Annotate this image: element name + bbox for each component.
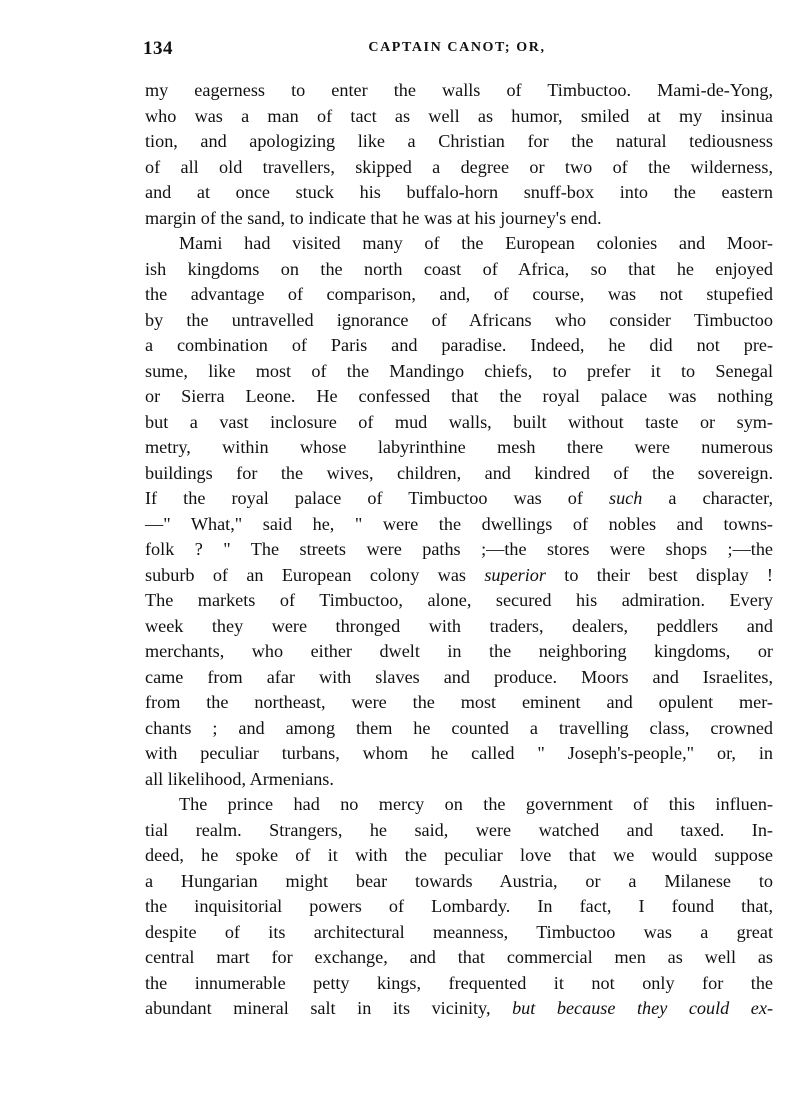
text-segment: central mart for exchange, and that commercial men as well as <box>145 947 773 967</box>
text-segment: and at once stuck his buffalo-horn snuff-box into the eastern <box>145 182 773 202</box>
text-segment: chants ; and among them he counted a travelling class, crowned <box>145 717 773 738</box>
text-segment: all likelihood, Armenians. <box>145 768 334 789</box>
text-segment: to their best display ! <box>545 564 773 585</box>
text-line <box>145 716 773 742</box>
text-segment: but a vast inclosure of mud walls, built without taste or sym- <box>145 411 773 432</box>
text-segment: of all old travellers, skipped a degree or two of the wilderness, <box>145 156 773 177</box>
text-segment: buildings for the wives, children, and kindred of the sovereign. <box>145 462 773 483</box>
text-line <box>145 818 773 844</box>
text-line <box>145 588 773 614</box>
text-segment: metry, within whose labyrinthine mesh there were numerous <box>145 437 773 457</box>
text-line <box>145 486 773 512</box>
text-line <box>145 537 773 563</box>
text-line <box>145 129 773 155</box>
text-line <box>145 461 773 487</box>
text-segment: a Hungarian might bear towards Austria, or a Milanese to <box>145 870 773 891</box>
text-line <box>145 410 773 436</box>
text-segment: The prince had no mercy on the government of this influen- <box>179 794 773 814</box>
text-segment: or Sierra Leone. He confessed that the royal palace was nothing <box>145 386 773 406</box>
text-segment: ish kingdoms on the north coast of Africa, so that he enjoyed <box>145 258 773 279</box>
text-line <box>145 257 773 283</box>
text-line <box>145 792 773 818</box>
italic-text: superior <box>484 564 546 585</box>
running-head: CAPTAIN CANOT; OR, <box>368 40 546 55</box>
text-segment: —" What," said he, " were the dwellings of nobles and towns- <box>145 513 773 534</box>
text-segment: the advantage of comparison, and, of course, was not stupefied <box>145 284 773 304</box>
text-segment: my eagerness to enter the walls of Timbuctoo. Mami-de-Yong, <box>145 80 773 100</box>
text-line <box>145 639 773 665</box>
text-segment: If the royal palace of Timbuctoo was of <box>145 488 610 508</box>
text-line <box>145 767 773 793</box>
text-line <box>145 563 773 589</box>
text-segment: a character, <box>642 488 773 508</box>
text-line <box>145 665 773 691</box>
text-segment: the inquisitorial powers of Lombardy. In fact, I found that, <box>145 896 773 916</box>
text-segment: from the northeast, were the most eminent and opulent mer- <box>145 692 773 712</box>
text-line <box>145 359 773 385</box>
text-segment: came from afar with slaves and produce. Moors and Israelites, <box>145 666 773 687</box>
text-line <box>145 690 773 716</box>
text-line <box>145 920 773 946</box>
text-line <box>145 996 773 1022</box>
text-segment: a combination of Paris and paradise. Indeed, he did not pre- <box>145 335 773 355</box>
text-segment: folk ? " The streets were paths ;—the stores were shops ;—the <box>145 539 773 559</box>
text-segment: by the untravelled ignorance of Africans who consider Timbuctoo <box>145 309 773 330</box>
text-segment: merchants, who either dwelt in the neighboring kingdoms, or <box>145 641 773 661</box>
italic-text: such <box>609 488 643 508</box>
text-line <box>145 843 773 869</box>
page-number: 134 <box>143 38 173 59</box>
text-segment: Mami had visited many of the European colonies and Moor- <box>179 233 773 253</box>
text-line <box>145 512 773 538</box>
text-segment: The markets of Timbuctoo, alone, secured his admiration. Every <box>145 590 773 610</box>
text-segment: who was a man of tact as well as humor, smiled at my insinua <box>145 105 773 126</box>
text-line <box>145 384 773 410</box>
text-line <box>145 741 773 767</box>
text-line <box>145 869 773 895</box>
text-line <box>145 308 773 334</box>
text-segment: tion, and apologizing like a Christian for the natural tediousness <box>145 131 773 151</box>
text-line <box>145 435 773 461</box>
text-line <box>145 78 773 104</box>
text-line <box>145 333 773 359</box>
page-header <box>143 38 771 64</box>
text-line <box>145 155 773 181</box>
text-line <box>145 614 773 640</box>
text-segment: with peculiar turbans, whom he called " Joseph's-people," or, in <box>145 743 773 763</box>
text-segment: abundant mineral salt in its vicinity, <box>145 998 513 1018</box>
text-segment: suburb of an European colony was <box>145 564 485 585</box>
italic-text: but because they could ex- <box>512 998 773 1018</box>
text-segment: sume, like most of the Mandingo chiefs, to prefer it to Senegal <box>145 360 773 381</box>
text-line <box>145 971 773 997</box>
body-text <box>145 78 773 1022</box>
text-line <box>145 206 773 232</box>
text-segment: despite of its architectural meanness, Timbuctoo was a great <box>145 921 773 942</box>
text-line <box>145 180 773 206</box>
text-segment: deed, he spoke of it with the peculiar love that we would suppose <box>145 845 773 865</box>
text-line <box>145 282 773 308</box>
text-segment: tial realm. Strangers, he said, were watched and taxed. In- <box>145 819 773 840</box>
text-line <box>145 231 773 257</box>
text-line <box>145 894 773 920</box>
text-segment: the innumerable petty kings, frequented it not only for the <box>145 972 773 993</box>
text-segment: margin of the sand, to indicate that he was at his journey's end. <box>145 207 602 228</box>
text-segment: week they were thronged with traders, dealers, peddlers and <box>145 615 773 636</box>
text-line <box>145 104 773 130</box>
text-line <box>145 945 773 971</box>
